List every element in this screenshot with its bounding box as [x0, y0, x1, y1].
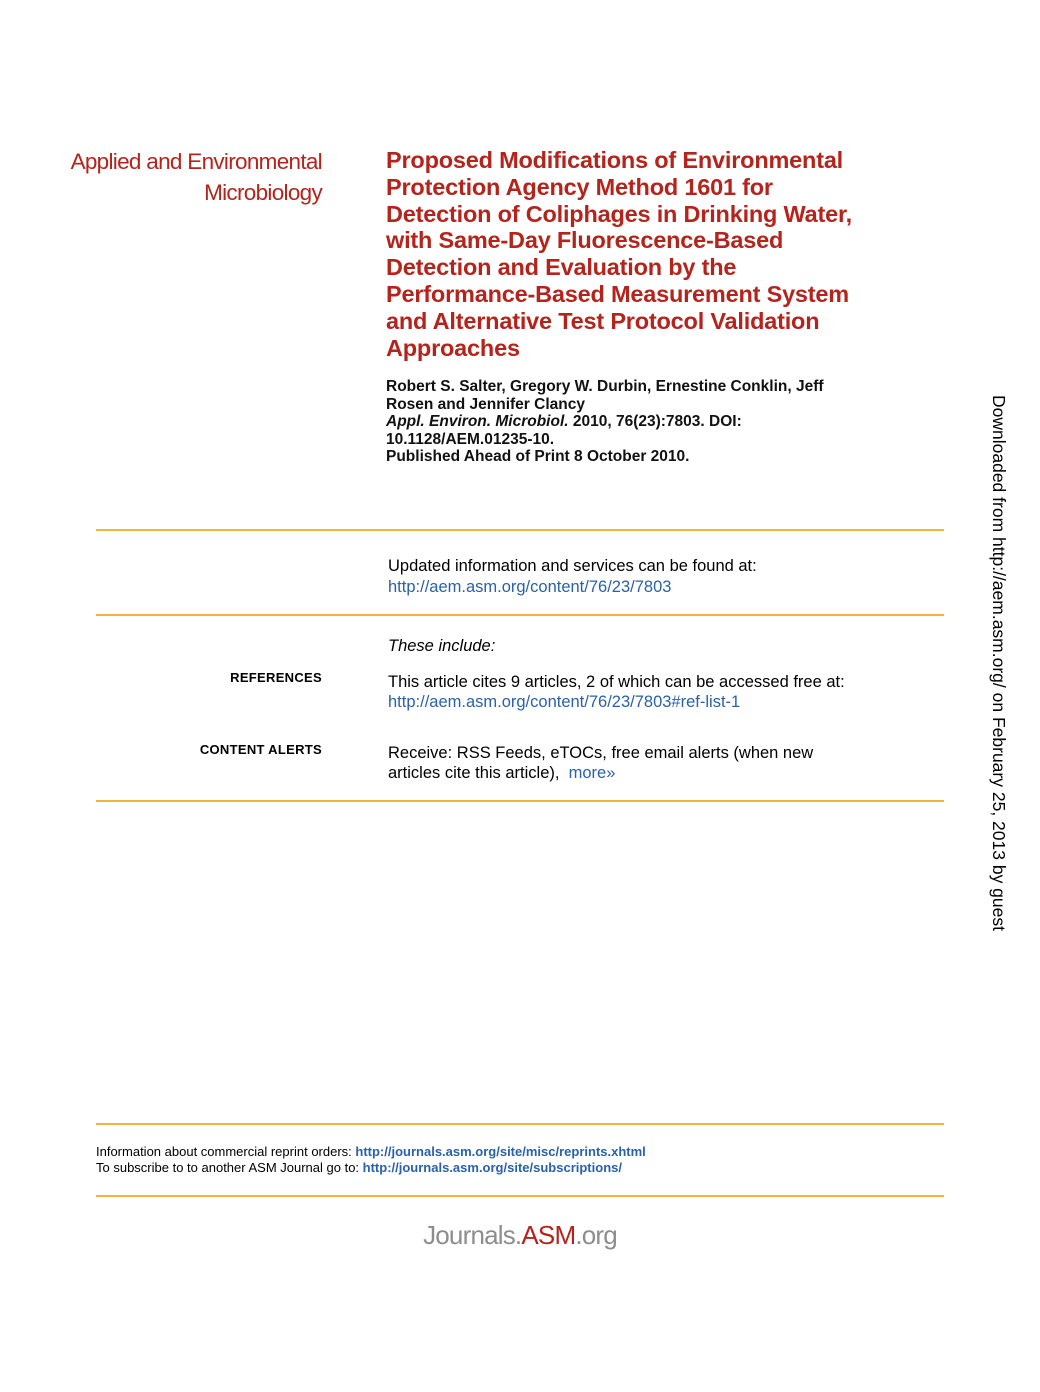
title-line: and Alternative Test Protocol Validation [386, 307, 820, 334]
updated-info-text: Updated information and services can be found at: [388, 557, 757, 575]
references-label: REFERENCES [230, 670, 322, 685]
subscribe-link[interactable]: http://journals.asm.org/site/subscriptions/ [362, 1160, 622, 1175]
download-watermark: Downloaded from http://aem.asm.org/ on February 25, 2013 by guest [989, 395, 1009, 931]
content-alerts-label: CONTENT ALERTS [199, 742, 322, 757]
citation-journal: Appl. Environ. Microbiol. [386, 413, 569, 431]
divider-rule [96, 529, 944, 531]
divider-rule [96, 800, 944, 802]
doi: 10.1128/AEM.01235-10. [386, 430, 555, 448]
journal-name [20, 146, 322, 208]
authors-line1: Robert S. Salter, Gregory W. Durbin, Ernestine Conklin, Jeff [386, 378, 824, 395]
reprint-text: Information about commercial reprint orders: [96, 1144, 356, 1159]
updated-info-link[interactable]: http://aem.asm.org/content/76/23/7803 [388, 578, 672, 596]
journal-name-line1: Applied and Environmental [70, 149, 322, 174]
divider-rule [96, 1195, 944, 1197]
title-line: Approaches [386, 334, 520, 361]
journal-name-line2: Microbiology [204, 180, 322, 205]
subscribe-text: To subscribe to to another ASM Journal go to: [96, 1160, 363, 1175]
journals-asm-logo[interactable] [0, 1220, 1040, 1251]
title-line: with Same-Day Fluorescence-Based [386, 227, 784, 254]
title-line: Detection and Evaluation by the [386, 254, 737, 281]
divider-rule [96, 614, 944, 616]
alerts-text-line2-content: articles cite this article), [388, 764, 560, 782]
more-link[interactable]: more» [568, 764, 616, 782]
logo-asm: ASM [521, 1220, 576, 1250]
alerts-text-line2 [388, 763, 615, 783]
title-line: Detection of Coliphages in Drinking Water, [386, 200, 852, 227]
reprint-link[interactable]: http://journals.asm.org/site/misc/reprints.xhtml [355, 1144, 646, 1159]
divider-rule [96, 1123, 944, 1125]
references-text: This article cites 9 articles, 2 of which can be accessed free at: [388, 673, 845, 691]
authors-line2: Rosen and Jennifer Clancy [386, 395, 585, 413]
alerts-text-line1: Receive: RSS Feeds, eTOCs, free email alerts (when new [388, 744, 814, 762]
article-title [386, 147, 946, 361]
published-date: Published Ahead of Print 8 October 2010. [386, 448, 690, 466]
title-line: Protection Agency Method 1601 for [386, 173, 773, 200]
logo-part3: .org [575, 1220, 617, 1250]
article-meta [386, 378, 956, 466]
logo-part1: Journals. [423, 1220, 522, 1250]
these-include-text: These include: [388, 637, 496, 655]
title-line: Performance-Based Measurement System [386, 280, 849, 307]
citation-details: 2010, 76(23):7803. DOI: [568, 413, 742, 431]
subscribe-info [96, 1160, 622, 1176]
references-link[interactable]: http://aem.asm.org/content/76/23/7803#ref-list-1 [388, 693, 741, 711]
title-line: Proposed Modifications of Environmental [386, 147, 844, 173]
citation [386, 413, 956, 431]
reprint-info [96, 1144, 646, 1160]
